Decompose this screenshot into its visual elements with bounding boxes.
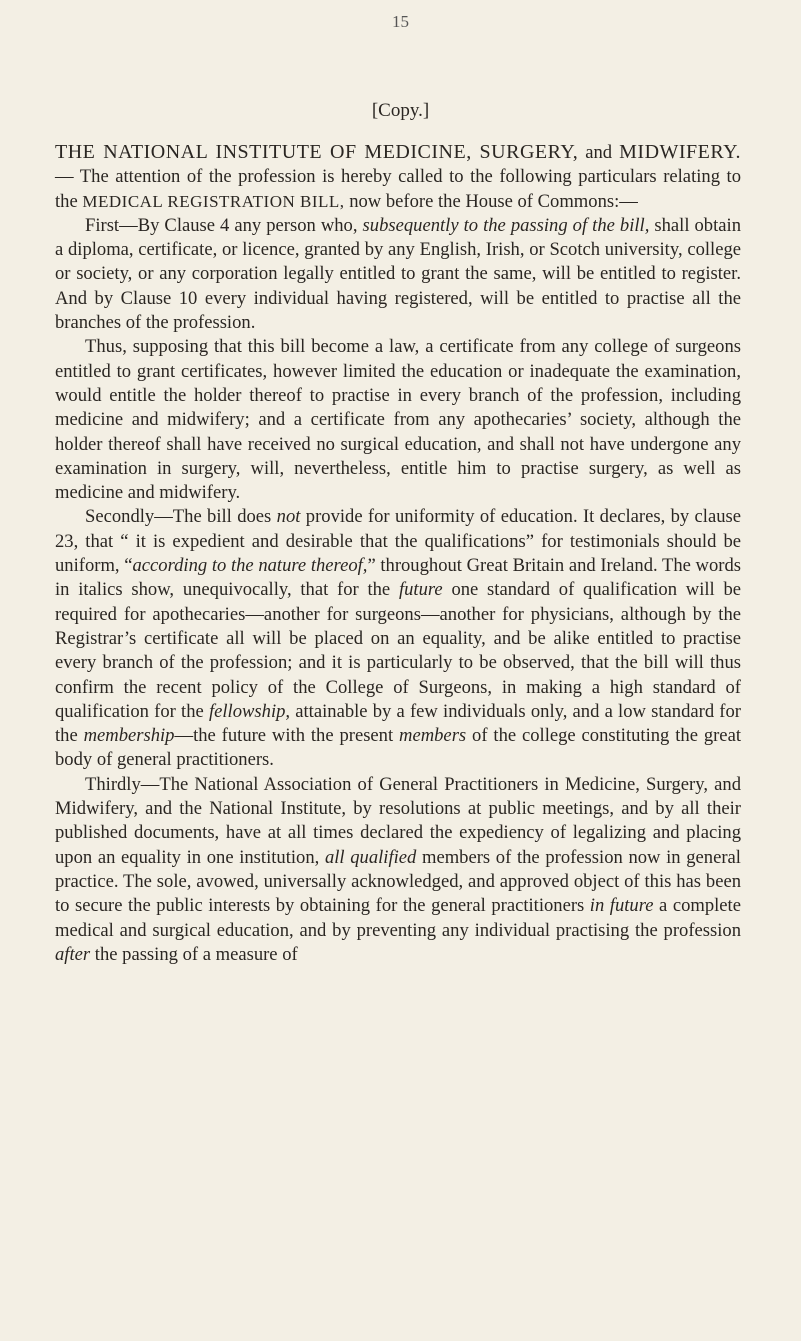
second-italic-fellowship: fellowship, (208, 700, 291, 722)
page-number: 15 (392, 12, 409, 31)
third-text-a: Thirdly—The National Association of General Practitioners in Medicine, Surgery, and Midwifery, and the National Institute, by resolutions at public meetings, and by all their published documents, have at all times declared the expediency of legalizing and placing upon an equality in one institution, (55, 773, 741, 868)
body-text (55, 140, 741, 967)
intro-text: — The attention of the profession is hereby called to the following particulars relating to the (55, 166, 741, 212)
copy-label: [Copy.] (371, 100, 430, 121)
third-text-b: members of the profession now in general practice. The sole, avowed, universally acknowledged, and approved object of this has been to secure the public interests by obtaining for the general practitioners (55, 846, 741, 917)
second-text-f: —the future with the present (174, 725, 394, 747)
third-paragraph (55, 773, 741, 967)
first-text-b: shall obtain a diploma, certificate, or licence, granted by any English, Irish, or Scotch university, college or society, or any corporation legally entitled to grant the same, will be entitled to register. And by Clause 10 every individual having registered, will be entitled to practise all the branches of the profession. (55, 214, 741, 334)
second-text-g: of the college constituting the great body of general practitioners. (55, 725, 741, 771)
second-text-a: Secondly—The bill does (85, 506, 272, 528)
thus-paragraph: Thus, supposing that this bill become a law, a certificate from any college of surgeons entitled to grant certificates, however limited the education or inadequate the examination, would entitle the holder thereof to practise in every branch of the profession, including medicine and midwifery; and a certificate from any apothecaries’ society, although the holder thereof shall have received no surgical education, and shall not have undergone any examination in surgery, will, nevertheless, entitle him to practise surgery, as well as medicine and midwifery. (55, 336, 741, 504)
intro-end: now before the House of Commons:— (349, 190, 638, 212)
second-italic-membership: membership (83, 725, 175, 747)
second-text-d: one standard of qualification will be required for apothecaries—another for surgeons—another for physicians, although by the Registrar’s certificate all will be placed on an equality, and be alike entitled to practise every branch of the profession; and it is particularly to be observed, that the bill will thus confirm the recent policy of the College of Surgeons, in making a high standard of qualification for the (55, 579, 741, 722)
midwifery-word: MIDWIFERY. (619, 141, 741, 163)
first-paragraph (55, 214, 741, 335)
institute-title: THE NATIONAL INSTITUTE OF MEDICINE, SURGERY, (55, 141, 579, 163)
bill-name: MEDICAL REGISTRATION BILL, (82, 191, 345, 211)
third-italic-after: after (55, 943, 91, 965)
second-italic-not: not (276, 506, 301, 528)
first-italic: subsequently to the passing of the bill, (362, 214, 650, 236)
first-text-a: First—By Clause 4 any person who, (85, 214, 358, 236)
third-text-c: a complete medical and surgical education, and by preventing any individual practising the profession (55, 895, 741, 941)
and-word: and (585, 142, 613, 163)
third-italic-qualified: all qualified (324, 846, 417, 868)
second-text-b: provide for uniformity of education. It declares, by clause 23, that “ it is expedient and desirable that the qualifications” for testimonials should be uniform, “ (55, 506, 741, 577)
third-italic-future: in future (589, 895, 654, 917)
second-italic-according: according to the nature thereof, (132, 555, 368, 577)
title-paragraph (55, 140, 741, 214)
second-text-c: ” throughout Great Britain and Ireland. The words in italics show, unequivocally, that for the (55, 555, 741, 601)
third-text-d: the passing of a measure of (94, 943, 298, 965)
second-italic-members: members (399, 725, 467, 747)
second-text-e: attainable by a few individuals only, and a low standard for the (55, 700, 741, 747)
second-italic-future: future (398, 579, 443, 601)
second-paragraph (55, 505, 741, 772)
